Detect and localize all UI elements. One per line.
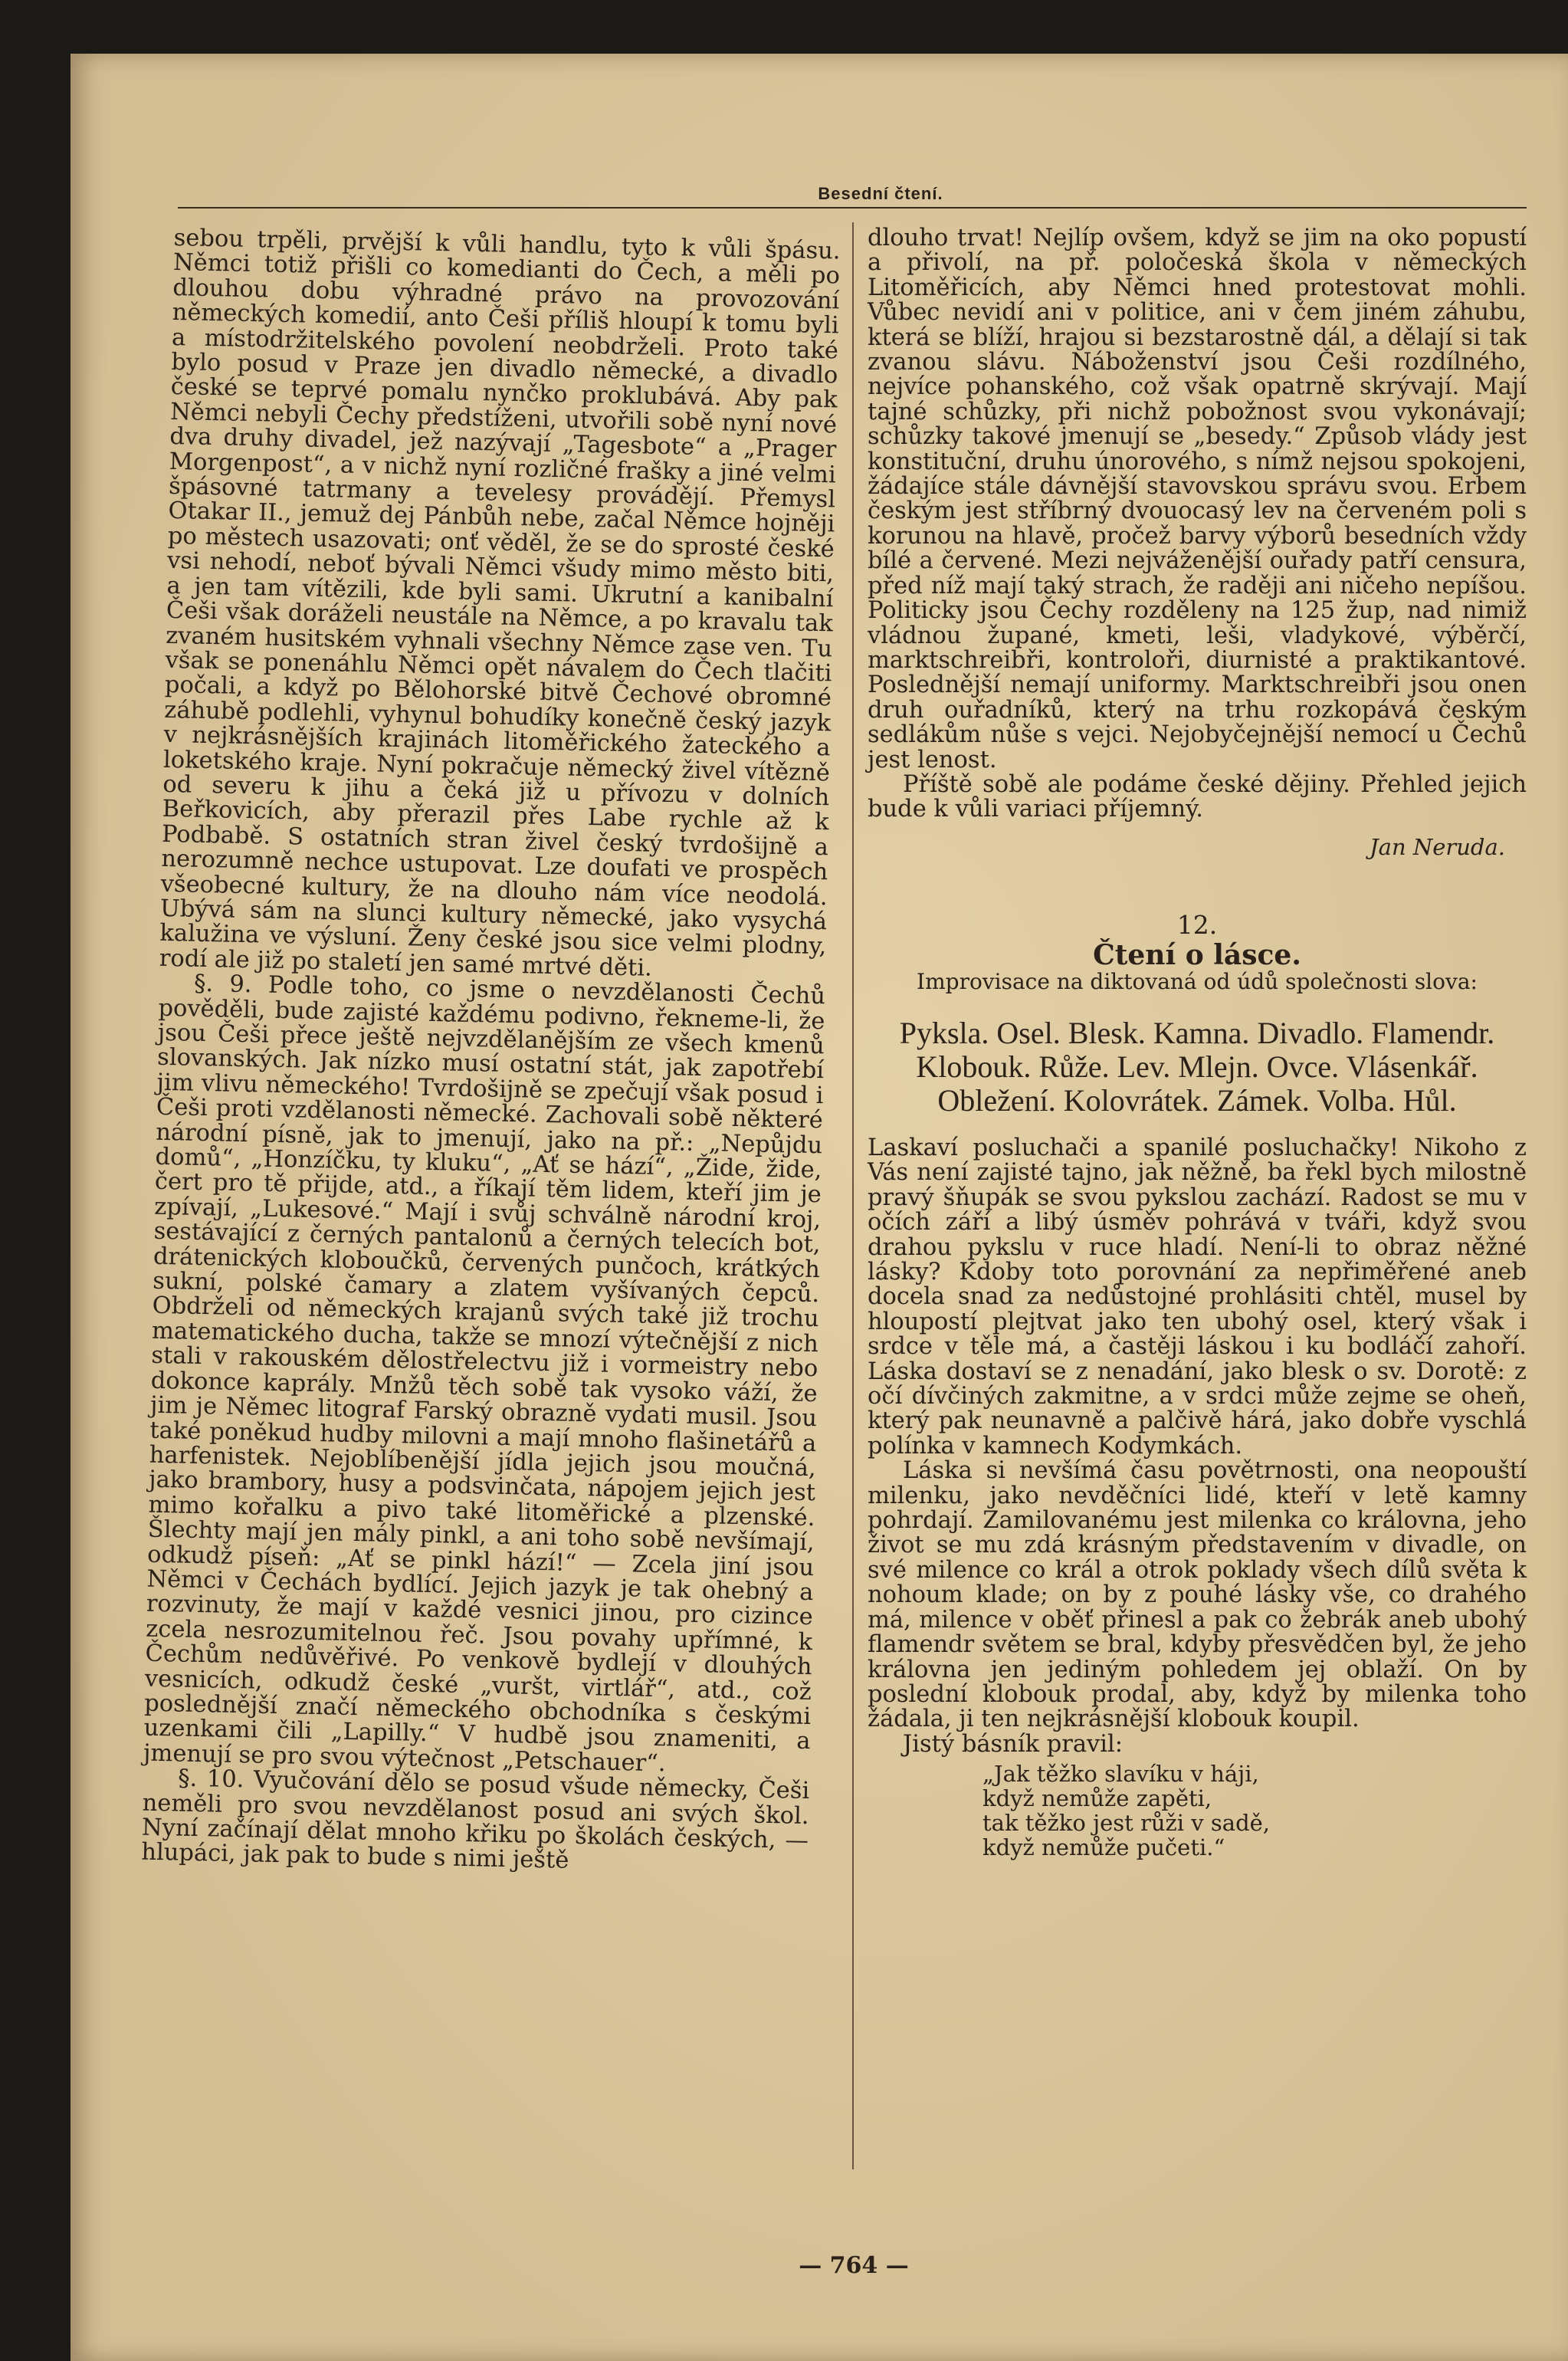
left-column <box>141 226 841 1879</box>
left-paragraph: §. 10. Vyučování dělo se posud všude německy, Češi neměli pro svou nevzdělanost posud ani svých škol. Nyní začínají dělat mnoho křiku po školách českých, — hlupáci, jak pak to bude s nimi ještě <box>141 1765 810 1875</box>
dictated-word-list: Pyksla. Osel. Blesk. Kamna. Divadlo. Flamendr. Klobouk. Růže. Lev. Mlejn. Ovce. Vlásenkář. Obležení. Kolovrátek. Zámek. Volba. Hůl. <box>899 1015 1495 1118</box>
header-rule <box>178 207 1527 209</box>
poem-line: když nemůže pučeti.“ <box>982 1834 1225 1861</box>
left-paragraph: sebou trpěli, prvější k vůli handlu, tyto k vůli špásu. Němci totiž přišli co komedianti do Čech, a měli po dlouhou dobu výhradné právo na provozování německých komedií, anto Češi příliš hloupí k tomu byli a místodržitelského povolení neobdrželi. Proto také bylo posud v Praze jen divadlo německé, a divadlo české se teprvé pomalu nynčko proklubává. Aby pak Němci nebyli Čechy předstíženi, utvořili sobě nyní nové dva druhy divadel, jež nazývají „Tagesbote“ a „Prager Morgenpost“, a v nichž nyní rozličné frašky a jiné velmi špásovné tatrmany a tevelesy provádějí. Přemysl Otakar II., jemuž dej Pánbůh nebe, začal Němce hojněji po městech usazovati; onť věděl, že se do sprosté české vsi nehodí, neboť bývali Němci všudy mimo město biti, a jen tam vítězili, kde byli sami. Ukrutní a kanibalní Češi však doráželi neustále na Němce, a po kravalu tak zvaném husitském vyhnali všechny Němce zase ven. Tu však se ponenáhlu Němci opět návalem do Čech tlačiti počali, a když po Bělohorské bitvě Čechové obromné záhubě podlehli, vyhynul bohudíky konečně český jazyk v nejkrásnějších krajinách litoměřického žateckého a loketského kraje. Nyní pokračuje německý živel vítězně od severu k jihu a čeká již u přívozu v dolních Beřkovicích, aby přerazil přes Labe rychle až k Podbabě. S ostatních stran živel český tvrdošijně a nerozumně nechce ustupovat. Lze doufati ve prospěch všeobecné kultury, že na dlouho nám více neodolá. Ubývá sám na slunci kultury německé, jako vysychá kalužina ve výsluní. Ženy české jsou sice velmi plodny, rodí ale již po staletí jen samé mrtvé děti. <box>159 225 841 982</box>
newspaper-page <box>71 54 1568 2361</box>
section-number: 12. <box>1176 910 1218 941</box>
poem <box>982 1762 1527 1860</box>
author-signature: Jan Neruda. <box>1370 833 1505 860</box>
page-number: — 764 — <box>799 2252 909 2279</box>
love-paragraph: Laskaví posluchači a spanilé posluchačky! Nikoho z Vás není zajisté tajno, jak něžně, ba řekl bych milostně pravý šňupák se svou pykslou zachází. Radost se mu v očích září a libý úsměv pohrává v tváři, když svou drahou pykslu v ruce hladí. Není-li to obraz něžné lásky? Kdoby toto porovnání za nepřiměřené aneb docela snad za nedůstojné prohlásiti chtěl, musel by hloupostí plejtvat jako ten ubohý osel, který však i srdce v těle má, a častěji láskou i ku bodláčí zahoří. Láska dostaví se z nenadání, jako blesk o sv. Dorotě: z očí dívčiných zakmitne, a v srdci může zejme se oheň, který pak neunavně a palčivě hárá, jako dobře vyschlá polínka v kamnech Kodymkách. <box>868 1134 1527 1460</box>
poem-line: když nemůže zapěti, <box>982 1785 1212 1812</box>
love-paragraph: Jistý básník pravil: <box>903 1730 1124 1758</box>
column-divider <box>852 222 854 2169</box>
right-paragraph: Příště sobě ale podáme české dějiny. Přehled jejich bude k vůli variaci příjemný. <box>868 770 1527 823</box>
love-paragraph: Láska si nevšímá času povětrnosti, ona neopouští milenku, jako nevděčníci lidé, kteří v letě kamny pohrdají. Zamilovanému jest milenka co královna, jeho život se mu zdá krásným představením v divadle, on své milence co král a otrok poklady všech dílů světa k nohoum klade; on by z pouhé lásky vše, co drahého má, milence v oběť přinesl a pak co žebrák aneb ubohý flamendr světem se bral, kdyby přesvědčen byl, že jeho královna jen jediným pohledem jej oblaží. On by poslední klobouk prodal, aby, když by milenka toho žádala, ji ten nejkrásnější klobouk koupil. <box>868 1457 1527 1733</box>
poem-line: tak těžko jest růži v sadě, <box>982 1810 1271 1837</box>
section-subtitle: Improvisace na diktovaná od údů společnosti slova: <box>917 968 1478 994</box>
poem-line: „Jak těžko slavíku v háji, <box>982 1761 1259 1788</box>
right-paragraph: dlouho trvat! Nejlíp ovšem, když se jim na oko popustí a přivolí, na př. poločeská škola v německých Litoměřicích, aby Němci hned protestovat mohli. Vůbec nevidí ani v politice, ani v čem jiném záhubu, která se blíží, hrajou si bezstarostně dál, a dělají si tak zvanou slávu. Náboženství jsou Češi rozdílného, nejvíce pohanského, což však opatrně skrývají. Mají tajné schůzky, při nichž pobožnost svou vykonávají; schůzky takové jmenují se „besedy.“ Způsob vlády jest konstituční, druhu únorového, s nímž nejsou spokojeni, žádajíce stále dávnější stavovskou správu svou. Erbem českým jest stříbrný dvouocasý lev na červeném poli s korunou na hlavě, pročež barvy výborů besedních vždy bílé a červené. Mezi nejváženější ouřady patří censura, před níž mají taký strach, že raději ani ničeho nepíšou. Politicky jsou Čechy rozděleny na 125 žup, nad nimiž vládnou župané, kmeti, leši, vladykové, výběrčí, marktschreibři, kontroloři, diurnisté a praktikantové. Poslednější nemají uniformy. Marktschreibři jsou onen druh ouřadníků, který na trhu rozkopává českým sedlákům nůše s vejci. Nejobyčejnější nemocí u Čechů jest lenost. <box>868 225 1527 773</box>
left-paragraph: §. 9. Podle toho, co jsme o nevzdělanosti Čechů pověděli, bude zajisté každému podivno, řekneme-li, že jsou Češi přece ještě nejvzdělanějším ze všech kmenů slovanských. Jak nízko musí ostatní stát, jak zapotřebí jim vlivu německého! Tvrdošijně se zpečují však posud i Češi proti vzdělanosti německé. Zachovali sobě některé národní písně, jak to jmenují, jako na př.: „Nepůjdu domů“, „Honzíčku, ty kluku“, „Ať se hází“, „Žide, žide, čert pro tě přijde, atd., a říkají těm lidem, kteří jim je zpívají, „Lukesové.“ Mají i svůj schválně národní kroj, sestávající z černých pantalonů a černých telecích bot, drátenických kloboučků, červených punčoch, krátkých sukní, polské čamary a zlatem vyšívaných čepců. Obdrželi od německých krajanů svých také již trochu matematického ducha, takže se mnozí výtečnější z nich stali v rakouském dělostřelectvu již i vormeistry nebo dokonce kaprály. Mnžů těch sobě tak vysoko váží, že jim je Němec litograf Farský obrazně vydati musil. Jsou také poněkud hudby milovni a mají mnoho flašinetářů a harfenistek. Nejoblíbenější jídla jejich jsou moučná, jako brambory, husy a podsvinčata, nápojem jejich jest mimo kořalku a pivo také litoměřické a plzenské. Šlechty mají jen mály pinkl, a ani toho sobě nevšímají, odkudž píseň: „Ať se pinkl hází!“ — Zcela jiní jsou Němci v Čechách bydlící. Jejich jazyk je tak ohebný a rozvinuty, že mají v každé vesnici jinou, pro cizince zcela nesrozumitelnou řeč. Jsou povahy upřímné, k Čechům nedůvěřivé. Po venkově bydlejí v dlouhých vesnicích, odkudž české „vuršt, virtlář“, atd., což poslednější značí německého obchodníka s českými uzenkami čili „Lapilly.“ V hudbě jsou znameniti, a jmenují se pro svou výtečnost „Petschauer“. <box>143 970 826 1778</box>
right-column <box>868 226 1527 1860</box>
running-head: Besední čtení. <box>818 184 943 203</box>
section-title: Čtení o lásce. <box>1093 938 1301 971</box>
